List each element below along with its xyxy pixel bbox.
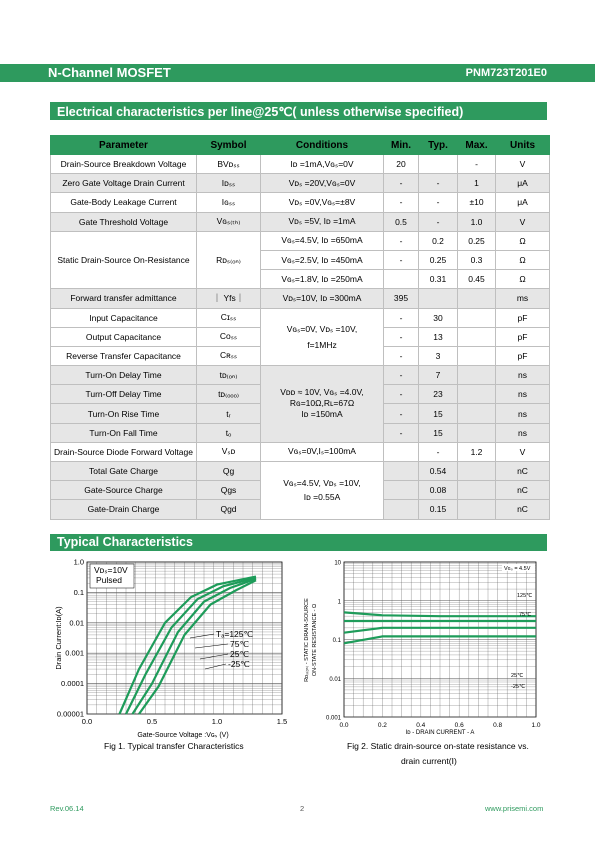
cell: Drain-Source Diode Forward Voltage: [51, 442, 197, 461]
cell: 30: [419, 308, 458, 327]
y-tick-label: 0.001: [325, 715, 341, 722]
cell: Iᴅₛₛ: [197, 174, 261, 193]
cell: [458, 385, 496, 404]
table-row: [51, 231, 550, 250]
part-number: PNM723T201E0: [465, 67, 547, 79]
cell: 0.5: [384, 212, 419, 231]
x-tick-label: 0.0: [81, 717, 93, 726]
cell: Gate-Source Charge: [51, 481, 197, 500]
cell: -: [419, 212, 458, 231]
cell: pF: [496, 327, 550, 346]
fig2-ylabel: Rᴅₛ₍ₒₙ₎ - STATIC DRAIN-SOURCE: [304, 598, 310, 682]
cell: [458, 308, 496, 327]
cell: [458, 366, 496, 385]
cell: nC: [496, 462, 550, 481]
cell: Gate-Body Leakage Current: [51, 193, 197, 212]
cell: [384, 500, 419, 519]
cell: [458, 423, 496, 442]
cell: Cʀₛₛ: [197, 346, 261, 365]
cell: Total Gate Charge: [51, 462, 197, 481]
cell: tₒ: [197, 423, 261, 442]
cell: -: [384, 308, 419, 327]
cell: Vɢₛ=0V,Iₛ=100mA: [261, 442, 384, 461]
cell: [458, 289, 496, 308]
cell: [458, 481, 496, 500]
x-tick-label: 1.0: [211, 717, 223, 726]
x-tick-label: 0.8: [493, 722, 503, 729]
cell: tᴅ₍ₒₙ₎: [197, 366, 261, 385]
cell: Turn-On Fall Time: [51, 423, 197, 442]
cell: -: [384, 250, 419, 269]
cell: V: [496, 212, 550, 231]
th-conditions: Conditions: [261, 136, 384, 155]
cell: 23: [419, 385, 458, 404]
fig1-ylabel: Drain Current:Iᴅ(A): [54, 606, 63, 670]
cell: Rᴅₛ₍ₒₙ₎: [197, 231, 261, 289]
cell: [419, 289, 458, 308]
th-max: Max.: [458, 136, 496, 155]
table-row: [51, 366, 550, 385]
cell: Drain-Source Breakdown Voltage: [51, 155, 197, 174]
table-row: [51, 212, 550, 231]
header-bar: [0, 64, 595, 82]
cell: μA: [496, 193, 550, 212]
y-tick-label: 0.00001: [56, 709, 84, 719]
th-parameter: Parameter: [51, 136, 197, 155]
fig2-caption: Fig 2. Static drain-source on-state resistance vs.: [347, 741, 529, 751]
doc-title: N-Channel MOSFET: [48, 65, 171, 80]
section-typical-heading: [50, 534, 547, 551]
cell: tᵣ: [197, 404, 261, 423]
y-tick-label: 0.1: [73, 587, 84, 597]
cell: 0.15: [419, 500, 458, 519]
y-tick-label: 0.01: [69, 618, 84, 628]
cell: Vɢₛ=0V, Vᴅₛ =10V, f=1MHz: [261, 308, 384, 366]
fig2-temp-label: 25℃: [511, 673, 524, 679]
cell: 1.2: [458, 442, 496, 461]
section-title: Electrical characteristics per line@25℃( unless otherwise specified): [57, 105, 464, 119]
cell: Vɢₛ=1.8V, Iᴅ =250mA: [261, 270, 384, 289]
cell: Vᴅₛ =5V, Iᴅ =1mA: [261, 212, 384, 231]
cell: Iɢₛₛ: [197, 193, 261, 212]
th-typ: Typ.: [419, 136, 458, 155]
section-electrical-heading: [50, 102, 547, 120]
cell: Ω: [496, 270, 550, 289]
cell: 395: [384, 289, 419, 308]
cell: Vɢₛ=2.5V, Iᴅ =450mA: [261, 250, 384, 269]
cell: 15: [419, 423, 458, 442]
cell: nC: [496, 481, 550, 500]
cell: [458, 462, 496, 481]
cell: 1: [458, 174, 496, 193]
cell: 0.08: [419, 481, 458, 500]
cell: Qgs: [197, 481, 261, 500]
th-min: Min.: [384, 136, 419, 155]
table-row: [51, 193, 550, 212]
cell: ms: [496, 289, 550, 308]
cell: [458, 327, 496, 346]
y-tick-label: 0.01: [329, 676, 341, 683]
cell: Ω: [496, 250, 550, 269]
table-row: [51, 155, 550, 174]
fig2-caption: drain current(Ⅰ): [401, 756, 457, 766]
fig2-xlabel: Iᴅ - DRAIN CURRENT - A: [405, 730, 475, 736]
footer-revision: Rev.06.14: [50, 804, 84, 813]
table-row: [51, 442, 550, 461]
cell: -: [458, 155, 496, 174]
table-row: [51, 462, 550, 481]
cell: 0.54: [419, 462, 458, 481]
cell: 0.25: [419, 250, 458, 269]
x-tick-label: 0.5: [146, 717, 158, 726]
x-tick-label: 0.0: [339, 722, 349, 729]
cell: ns: [496, 423, 550, 442]
x-tick-label: 0.2: [377, 722, 387, 729]
cell: Qgd: [197, 500, 261, 519]
cell: μA: [496, 174, 550, 193]
cell: -: [384, 366, 419, 385]
cell: -: [419, 174, 458, 193]
cell: 0.31: [419, 270, 458, 289]
cell: Vɢₛ=4.5V, Iᴅ =650mA: [261, 231, 384, 250]
fig1-transfer-chart: [40, 556, 300, 742]
cell: Gate Threshold Voltage: [51, 212, 197, 231]
fig1-temp-label: Tₐ=125℃: [216, 629, 254, 639]
y-tick-label: 0.001: [65, 648, 84, 658]
fig2-rdson-chart: [300, 556, 550, 742]
fig2-temp-label: 75℃: [519, 612, 532, 618]
cell: Vₛᴅ: [197, 442, 261, 461]
fig1-temp-label: 75℃: [230, 639, 250, 649]
cell: Gate-Drain Charge: [51, 500, 197, 519]
cell: ns: [496, 385, 550, 404]
cell: Cᴏₛₛ: [197, 327, 261, 346]
y-tick-label: 0.0001: [61, 679, 84, 689]
fig1-legend-vds: Vᴅₛ=10V: [94, 565, 128, 575]
table-header-row: [51, 136, 550, 155]
cell: -: [384, 423, 419, 442]
cell: 15: [419, 404, 458, 423]
cell: Vᴅₛ =0V,Vɢₛ=±8V: [261, 193, 384, 212]
cell: BVᴅₛₛ: [197, 155, 261, 174]
cell: [384, 481, 419, 500]
fig1-caption: Fig 1. Typical transfer Characteristics: [104, 741, 244, 751]
electrical-characteristics-table: [50, 135, 550, 520]
y-tick-label: 10: [334, 560, 341, 567]
cell: Vɢₛ₍ₜₕ₎: [197, 212, 261, 231]
cell: [458, 500, 496, 519]
table-row: [51, 174, 550, 193]
cell: -: [384, 327, 419, 346]
cell: -: [419, 442, 458, 461]
cell: [384, 270, 419, 289]
cell: nC: [496, 500, 550, 519]
cell: tᴅ₍ₒₒₒ₎: [197, 385, 261, 404]
cell: Vᴅₛ =20V,Vɢₛ=0V: [261, 174, 384, 193]
x-tick-label: 0.6: [454, 722, 464, 729]
cell: Turn-Off Delay Time: [51, 385, 197, 404]
cell: Vᴅₛ=10V, Iᴅ =300mA: [261, 289, 384, 308]
cell: Forward transfer admittance: [51, 289, 197, 308]
cell: 0.25: [458, 231, 496, 250]
footer-url[interactable]: www.prisemi.com: [485, 804, 544, 813]
fig1-temp-label: -25℃: [228, 659, 250, 669]
cell: -: [384, 385, 419, 404]
cell: 20: [384, 155, 419, 174]
cell: [458, 346, 496, 365]
cell: V: [496, 155, 550, 174]
cell: Iᴅ =1mA,Vɢₛ=0V: [261, 155, 384, 174]
cell: Qg: [197, 462, 261, 481]
table-row: [51, 308, 550, 327]
cell: pF: [496, 308, 550, 327]
cell: [384, 462, 419, 481]
x-tick-label: 1.5: [276, 717, 288, 726]
y-tick-label: 1: [337, 599, 341, 606]
cell: 3: [419, 346, 458, 365]
cell: Reverse Transfer Capacitance: [51, 346, 197, 365]
fig2-ylabel: ON-STATE RESISTANCE - Ω: [312, 603, 318, 677]
cell: -: [384, 346, 419, 365]
fig2-legend: Vɢₛ = 4.5V: [504, 566, 531, 572]
cell: ns: [496, 404, 550, 423]
cell: 7: [419, 366, 458, 385]
cell: Turn-On Delay Time: [51, 366, 197, 385]
footer-page: 2: [300, 804, 305, 813]
cell: 0.3: [458, 250, 496, 269]
cell: ｜ Yfs｜: [197, 289, 261, 308]
cell: -: [384, 193, 419, 212]
cell: ns: [496, 366, 550, 385]
cell: Vᴅᴅ ≈ 10V, Vɢₛ =4.0V, Rɢ=10Ω,Rʟ=67Ω Iᴅ =150mA: [261, 366, 384, 443]
fig1-temp-label: 25℃: [230, 649, 250, 659]
cell: [419, 155, 458, 174]
cell: 0.45: [458, 270, 496, 289]
cell: Cɪₛₛ: [197, 308, 261, 327]
cell: 1.0: [458, 212, 496, 231]
cell: -: [384, 174, 419, 193]
table-row: [51, 289, 550, 308]
cell: -: [419, 193, 458, 212]
y-tick-label: 0.1: [332, 638, 341, 644]
cell: 13: [419, 327, 458, 346]
x-tick-label: 1.0: [531, 722, 541, 729]
th-units: Units: [496, 136, 550, 155]
fig1-legend-pulsed: Pulsed: [96, 575, 122, 585]
cell: Static Drain-Source On-Resistance: [51, 231, 197, 289]
fig1-xlabel: Gate-Source Voltage :Vɢₛ (V): [137, 732, 229, 739]
cell: Zero Gate Voltage Drain Current: [51, 174, 197, 193]
cell: [384, 442, 419, 461]
th-symbol: Symbol: [197, 136, 261, 155]
cell: pF: [496, 346, 550, 365]
cell: Input Capacitance: [51, 308, 197, 327]
x-tick-label: 0.4: [416, 722, 426, 729]
cell: V: [496, 442, 550, 461]
section-title: Typical Characteristics: [57, 535, 193, 549]
cell: Ω: [496, 231, 550, 250]
y-tick-label: 1.0: [73, 557, 84, 567]
cell: -: [384, 231, 419, 250]
fig2-temp-label: -25℃: [511, 684, 526, 690]
cell: -: [384, 404, 419, 423]
cell: 0.2: [419, 231, 458, 250]
cell: Vɢₛ=4.5V, Vᴅₛ =10V, Iᴅ =0.55A: [261, 462, 384, 520]
cell: ±10: [458, 193, 496, 212]
cell: Output Capacitance: [51, 327, 197, 346]
fig2-temp-label: 125℃: [517, 593, 533, 599]
cell: Turn-On Rise Time: [51, 404, 197, 423]
cell: [458, 404, 496, 423]
